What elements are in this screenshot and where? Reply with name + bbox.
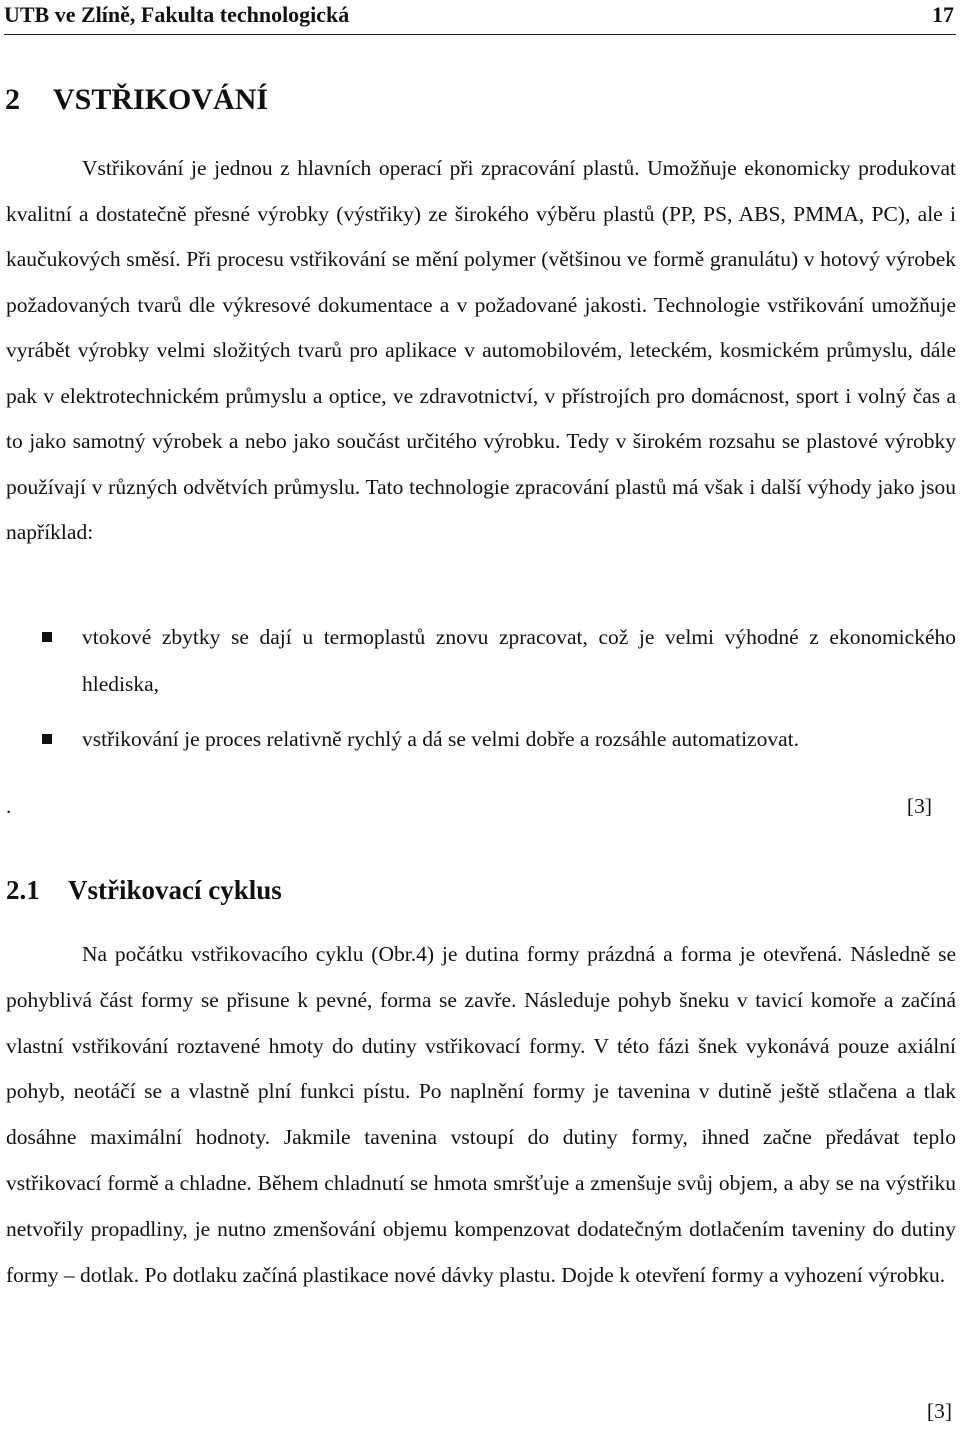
subsection-number: 2.1 xyxy=(6,875,40,905)
list-item xyxy=(6,614,956,708)
subsection-paragraph: Na počátku vstřikovacího cyklu (Obr.4) je dutina formy prázdná a forma je otevřená. Následně se pohyblivá část formy se přisune k pevné, forma se zavře. Následuje pohyb šneku v tavicí komoře a začíná vlastní vstřikování roztavené hmoty do dutiny vstřikovací formy. V této fázi šnek vykonává pouze axiální pohyb, neotáčí se a vlastně plní funkci pístu. Po naplnění formy je tavenina v dutině ještě stlačena a tlak dosáhne maximální hodnoty. Jakmile tavenina vstoupí do dutiny formy, ihned začne předávat teplo vstřikovací formě a chladne. Během chladnutí se hmota smršťuje a zmenšuje svůj objem, a aby se na výstřiku netvořily propadliny, je nutno zmenšování objemu kompenzovat dodatečným dotlačením taveniny do dutiny formy – dotlak. Po dotlaku začíná plastikace nové dávky plastu. Dojde k otevření formy a vyhození výrobku. xyxy=(6,942,956,1287)
list-item-text: vstřikování je proces relativně rychlý a dá se velmi dobře a rozsáhle automatizovat. xyxy=(82,727,799,751)
running-header xyxy=(4,0,956,35)
list-item-text: vtokové zbytky se dají u termoplastů znovu zpracovat, což je velmi výhodné z ekonomického hlediska, xyxy=(82,625,956,696)
trailing-dot: . xyxy=(6,794,12,818)
subsection-title: Vstřikovací cyklus xyxy=(68,875,282,905)
citation-reference: [3] xyxy=(906,794,932,818)
section-paragraph: Vstřikování je jednou z hlavních operací při zpracování plastů. Umožňuje ekonomicky produkovat kvalitní a dostatečně přesné výrobky (výstřiky) ze širokého výběru plastů (PP, PS, ABS, PMMA, PC), ale i kaučukových směsí. Při procesu vstřikování se mění polymer (většinou ve formě granulátu) v hotový výrobek požadovaných tvarů dle výkresové dokumentace a v požadované jakosti. Technologie vstřikování umožňuje vyrábět výrobky velmi složitých tvarů pro aplikace v automobilovém, leteckém, kosmickém průmyslu, dále pak v elektrotechnickém průmyslu a optice, ve zdravotnictví, v přístrojích pro domácnost, sport i volný čas a to jako samotný výrobek a nebo jako součást určitého výrobku. Tedy v širokém rozsahu se plastové výrobky používají v různých odvětvích průmyslu. Tato technologie zpracování plastů má však i další výhody jako jsou například: xyxy=(6,156,956,544)
subsection-heading xyxy=(6,870,282,910)
square-bullet-icon xyxy=(42,734,52,744)
advantages-list xyxy=(6,614,956,771)
section-number: 2 xyxy=(5,83,20,116)
square-bullet-icon xyxy=(42,632,52,642)
section-title: VSTŘIKOVÁNÍ xyxy=(53,83,269,116)
section-heading xyxy=(5,80,268,120)
list-item xyxy=(6,716,956,763)
subsection-citation: [3] xyxy=(926,1399,952,1423)
header-page-number: 17 xyxy=(932,2,954,27)
header-institution: UTB ve Zlíně, Fakulta technologická xyxy=(4,2,350,27)
